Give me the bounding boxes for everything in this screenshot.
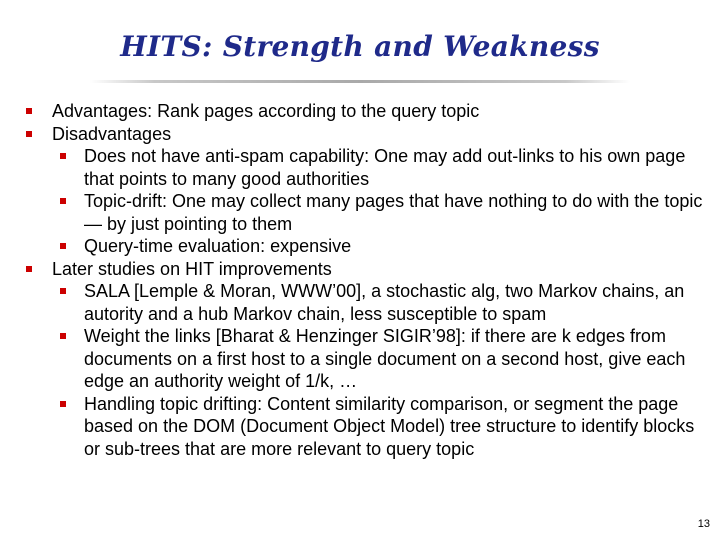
square-bullet-icon xyxy=(26,131,32,137)
bullet-text: SALA [Lemple & Moran, WWW’00], a stochastic alg, two Markov chains, an autority and a hub Markov chain, less susceptible to spam xyxy=(84,281,685,324)
bullet-text: Weight the links [Bharat & Henzinger SIGIR’98]: if there are k edges from documents on a first host to a single document on a second host, give each edge an authority weight of 1/k, … xyxy=(84,326,686,391)
sub-bullet-item-weight-links xyxy=(22,325,712,393)
square-bullet-icon xyxy=(26,108,32,114)
bullet-item-disadvantages xyxy=(22,123,712,146)
bullet-item-later-studies xyxy=(22,258,712,281)
bullet-item-advantages xyxy=(22,100,712,123)
bullet-text: Topic-drift: One may collect many pages that have nothing to do with the topic — by just pointing to them xyxy=(84,191,703,234)
sub-bullet-item-anti-spam xyxy=(22,145,712,190)
bullet-text: Does not have anti-spam capability: One may add out-links to his own page that points to many good authorities xyxy=(84,146,686,189)
square-bullet-icon xyxy=(60,153,66,159)
slide-title: HITS: Strength and Weakness xyxy=(120,30,600,63)
bullet-text: Disadvantages xyxy=(52,123,172,144)
square-bullet-icon xyxy=(26,266,32,272)
sub-bullet-item-topic-drift xyxy=(22,190,712,235)
square-bullet-icon xyxy=(60,333,66,339)
bullet-text: Handling topic drifting: Content similarity comparison, or segment the page based on the DOM (Document Object Model) tree structure to identify blocks or sub-trees that are more relevant to query topic xyxy=(84,393,695,459)
sub-bullet-item-topic-drifting xyxy=(22,393,712,461)
sub-bullet-item-sala xyxy=(22,280,712,325)
square-bullet-icon xyxy=(60,198,66,204)
bullet-list xyxy=(22,100,712,460)
bullet-text: Advantages: Rank pages according to the query topic xyxy=(52,101,480,121)
bullet-text: Later studies on HIT improvements xyxy=(52,258,332,279)
sub-bullet-item-query-time xyxy=(22,235,712,258)
page-number: 13 xyxy=(697,518,710,530)
square-bullet-icon xyxy=(60,243,66,249)
square-bullet-icon xyxy=(60,288,66,294)
bullet-text: Query-time evaluation: expensive xyxy=(84,236,352,256)
title-divider xyxy=(90,80,630,83)
square-bullet-icon xyxy=(60,401,66,407)
